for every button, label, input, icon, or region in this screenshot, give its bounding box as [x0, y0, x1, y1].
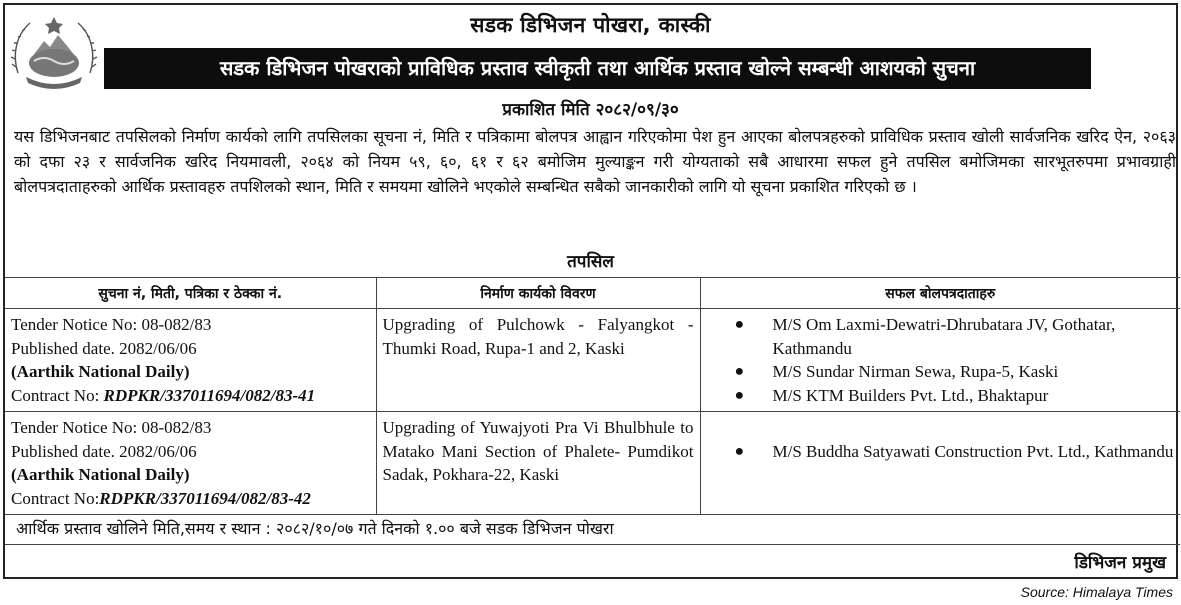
bullet-icon: ●	[734, 363, 745, 380]
published-date: प्रकाशित मिति २०८२/०९/३०	[502, 100, 679, 120]
work-description-cell: Upgrading of Yuwajyoti Pra Vi Bhulbhule to Matako Mani Section of Phalete- Pumdikot Sadak, Pokhara-22, Kaski	[376, 412, 700, 515]
column-header-work: निर्माण कार्यको विवरण	[376, 278, 700, 309]
tender-cell	[5, 412, 376, 515]
firm-name: M/S KTM Builders Pvt. Ltd., Bhaktapur	[772, 385, 1049, 405]
list-item	[731, 313, 1175, 360]
column-header-firms: सफल बोलपत्रदाताहरु	[700, 278, 1180, 309]
published-date-line: Published date. 2082/06/06	[11, 441, 197, 461]
list-item	[731, 360, 1175, 384]
opening-info: आर्थिक प्रस्ताव खोलिने मिति,समय र स्थान : २०८२/१०/०७ गते दिनको १.०० बजे सडक डिभिजन पोखरा	[5, 513, 1180, 545]
firm-name: M/S Sundar Nirman Sewa, Rupa-5, Kaski	[772, 362, 1059, 381]
bullet-icon: ●	[734, 443, 745, 460]
contract-no: RDPKR/337011694/082/83-41	[103, 385, 316, 405]
list-item	[731, 384, 1175, 408]
tender-cell	[5, 309, 376, 412]
contract-line	[11, 487, 370, 511]
signature-title: डिभिजन प्रमुख	[1074, 553, 1166, 573]
table-header-row	[5, 278, 1180, 309]
list-item	[731, 440, 1175, 464]
work-description-cell: Upgrading of Pulchowk - Falyangkot - Thumki Road, Rupa-1 and 2, Kaski	[376, 309, 700, 412]
newspaper-name: (Aarthik National Daily)	[11, 362, 190, 381]
bullet-icon: ●	[734, 316, 745, 333]
notice-body-text: यस डिभिजनबाट तपसिलको निर्माण कार्यको लागि तपसिलका सूचना नं, मिति र पत्रिकामा बोलपत्र आह्वान गरिएकोमा पेश हुन आएका बोलपत्रहरुको प्राविधिक प्रस्ताव खोली सार्वजनिक खरिद ऐन, २०६३ को दफा २३ र सार्वजनिक खरिद नियमावली, २०६४ को नियम ५९, ६०, ६१ र ६२ बमोजिम मुल्याङ्कन गरी योग्यताको सबै आधारमा सफल हुने तपसिल बमोजिमका सारभूतरुपमा प्रभावग्राही बोलपत्रदाताहरुको आर्थिक प्रस्तावहरु तपशिलको स्थान, मिति र समयमा खोलिने भएकोले सम्बन्धित सबैको जानकारीको लागि यो सूचना प्रकाशित गरिएको छ ।	[14, 127, 1176, 196]
contract-label: Contract No:	[11, 488, 100, 508]
tender-notice-no: Tender Notice No: 08-082/83	[11, 315, 212, 334]
public-notice	[3, 3, 1178, 579]
firm-list	[731, 313, 1175, 407]
table-row	[5, 412, 1180, 515]
tender-notice-no: Tender Notice No: 08-082/83	[11, 418, 212, 437]
firms-cell	[700, 412, 1180, 515]
contract-line	[11, 384, 370, 408]
contract-label: Contract No:	[11, 385, 104, 405]
column-header-tender: सुचना नं, मिती, पत्रिका र ठेक्का नं.	[5, 278, 376, 309]
firm-name: M/S Buddha Satyawati Construction Pvt. Ltd., Kathmandu	[772, 442, 1174, 461]
newspaper-name: (Aarthik National Daily)	[11, 465, 190, 484]
office-title: सडक डिभिजन पोखरा, कास्की	[470, 13, 711, 37]
source-credit: Source: Himalaya Times	[1020, 584, 1173, 600]
firms-cell	[700, 309, 1180, 412]
bullet-icon: ●	[734, 386, 745, 404]
contract-no: RDPKR/337011694/082/83-42	[99, 488, 311, 508]
published-date-line: Published date. 2082/06/06	[11, 338, 197, 358]
schedule-table	[5, 277, 1180, 515]
notice-banner: सडक डिभिजन पोखराको प्राविधिक प्रस्ताव स्वीकृती तथा आर्थिक प्रस्ताव खोल्ने सम्बन्धी आशयको सुचना	[104, 48, 1091, 89]
table-row	[5, 309, 1180, 412]
firm-name: M/S Om Laxmi-Dewatri-Dhrubatara JV, Gothatar, Kathmandu	[772, 315, 1116, 358]
firm-list	[731, 440, 1175, 464]
schedule-heading: तपसिल	[567, 252, 614, 272]
